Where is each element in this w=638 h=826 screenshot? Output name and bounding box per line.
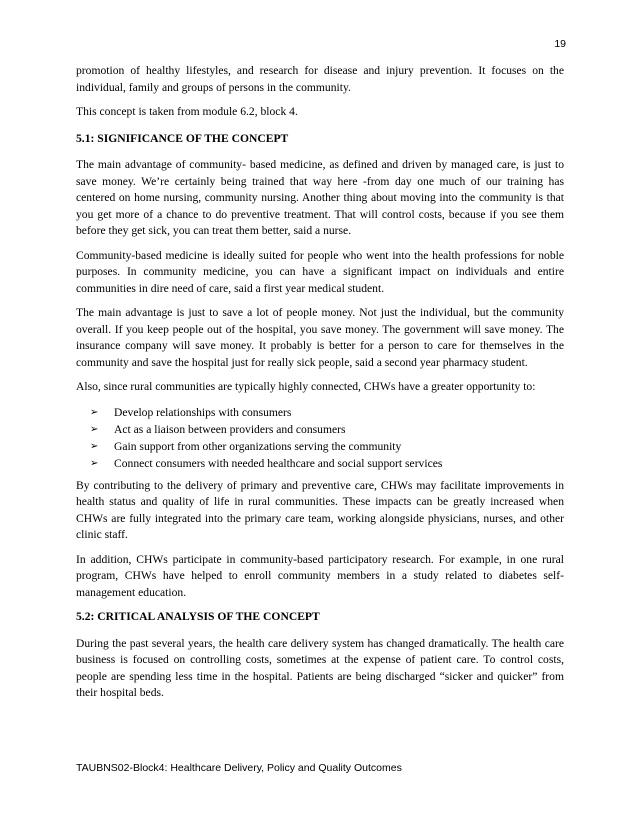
paragraph-significance-5: By contributing to the delivery of primary and preventive care, CHWs may facilitate improvements in health status and quality of life in rural communities. These impacts can be greatly increased when CHWs are fully integrated into the primary care team, working alongside physicians, nurses, and other clinic staff.: [76, 478, 564, 541]
list-item-text: Connect consumers with needed healthcare and social support services: [114, 456, 443, 470]
paragraph-source-note: This concept is taken from module 6.2, block 4.: [76, 105, 298, 118]
paragraph-significance-4: Also, since rural communities are typically highly connected, CHWs have a greater opportunity to:: [76, 380, 536, 393]
arrow-bullet-icon: ➢: [90, 406, 99, 418]
list-item: [90, 421, 564, 438]
list-item-text: Act as a liaison between providers and consumers: [114, 422, 346, 436]
bullet-list: [76, 404, 564, 472]
arrow-bullet-icon: ➢: [90, 440, 99, 452]
arrow-bullet-icon: ➢: [90, 457, 99, 469]
list-item: [90, 404, 564, 421]
page-body: [76, 63, 564, 710]
paragraph-significance-1: The main advantage of community- based medicine, as defined and driven by managed care, is just to save money. We’re certainly being trained that way here -from day one much of our training has centered on home nursing, community nursing. Another thing about moving into the community is that you get more of a chance to do preventive treatment. That will control costs, because if you see them before they get sick, you can treat them better, said a nurse.: [76, 158, 564, 237]
page-number: 19: [554, 38, 566, 50]
paragraph-significance-2: Community-based medicine is ideally suited for people who went into the health professions for noble purposes. In community medicine, you can have a significant impact on individuals and entire communities in dire need of care, said a first year medical student.: [76, 248, 564, 295]
section-heading-significance: 5.1: SIGNIFICANCE OF THE CONCEPT: [76, 131, 289, 145]
list-item: [90, 455, 564, 472]
arrow-bullet-icon: ➢: [90, 423, 99, 435]
paragraph-intro: promotion of healthy lifestyles, and research for disease and injury prevention. It focuses on the individual, family and groups of persons in the community.: [76, 64, 564, 94]
list-item-text: Gain support from other organizations serving the community: [114, 439, 402, 453]
list-item: [90, 438, 564, 455]
paragraph-significance-3: The main advantage is just to save a lot of people money. Not just the individual, but the community overall. If you keep people out of the hospital, you save money. The government will save money. The insurance company will save money. It probably is better for a person to care for themselves in the community and save the hospital just for really sick people, said a second year pharmacy student.: [76, 306, 564, 369]
section-heading-analysis: 5.2: CRITICAL ANALYSIS OF THE CONCEPT: [76, 610, 320, 623]
page-footer: TAUBNS02-Block4: Healthcare Delivery, Policy and Quality Outcomes: [76, 762, 402, 774]
paragraph-significance-6: In addition, CHWs participate in community-based participatory research. For example, in one rural program, CHWs have helped to enroll community members in a study related to diabetes self-management education.: [76, 552, 564, 599]
paragraph-analysis-1: During the past several years, the health care delivery system has changed dramatically. The health care business is focused on controlling costs, sometimes at the expense of patient care. To control costs, people are spending less time in the hospital. Patients are being discharged “sicker and quicker” from their hospital beds.: [76, 636, 564, 699]
list-item-text: Develop relationships with consumers: [114, 405, 292, 419]
